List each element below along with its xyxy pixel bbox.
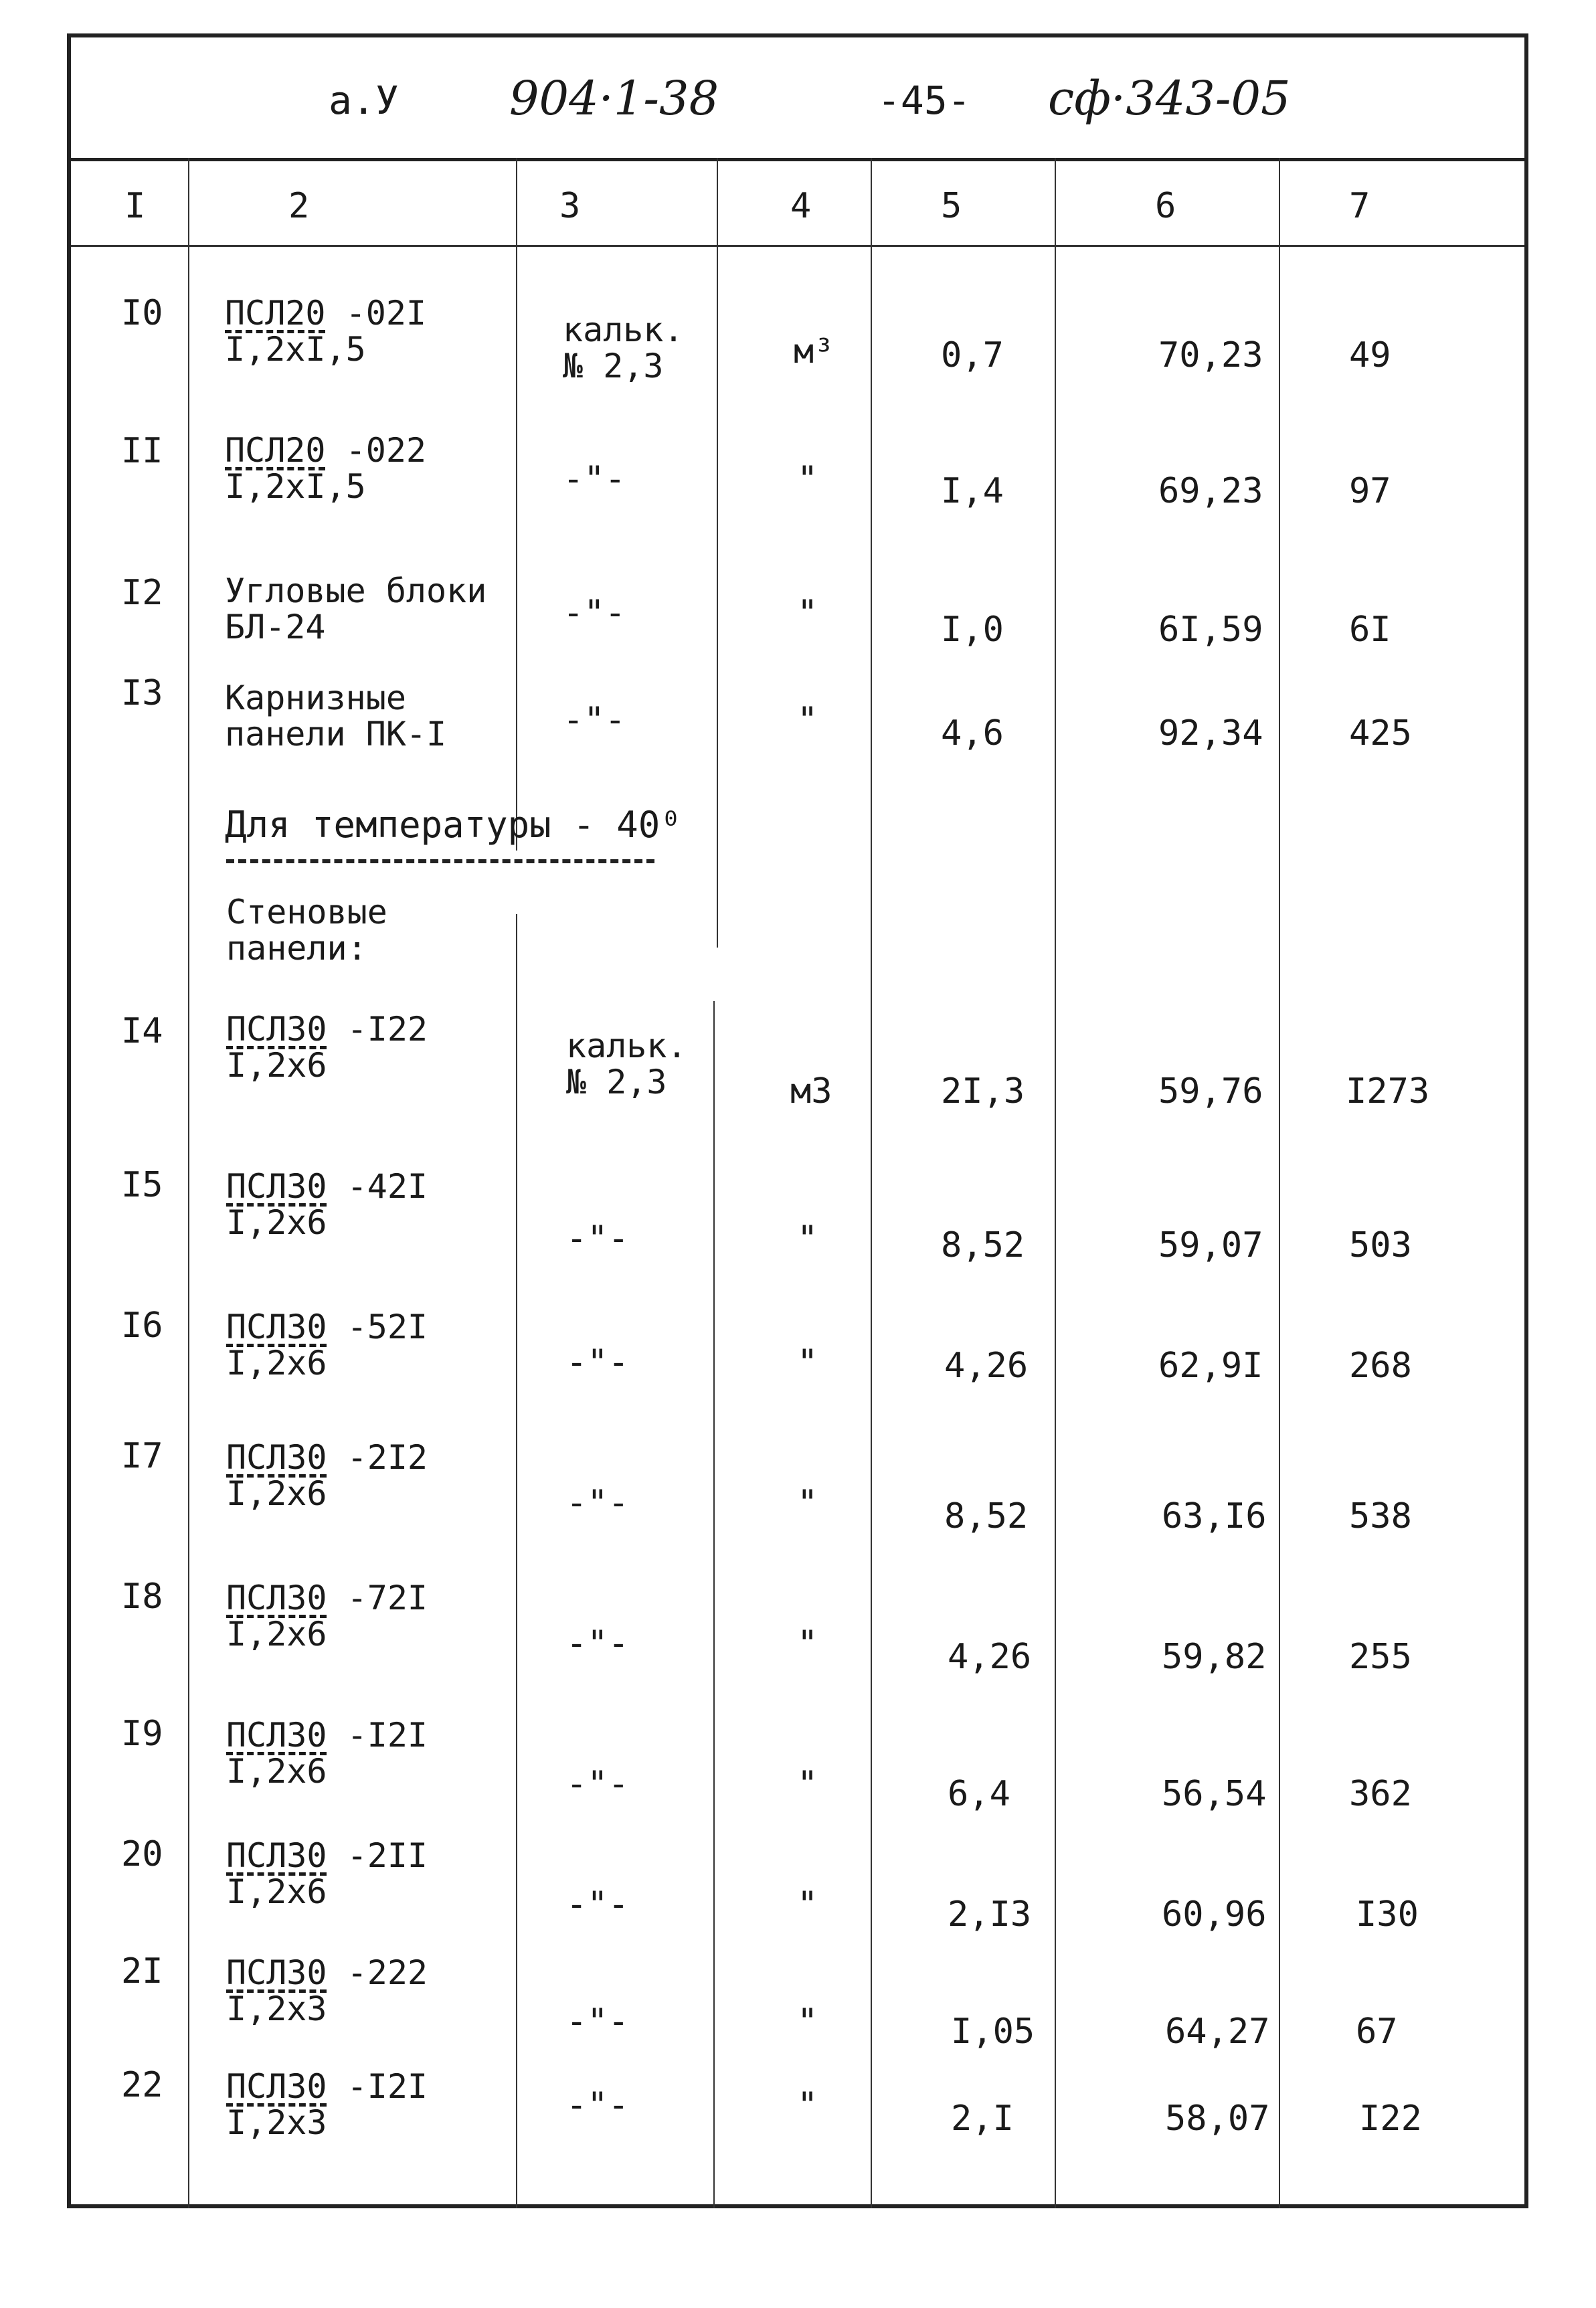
item-mark: ПСЛ30 -2II I,2x6	[226, 1836, 428, 1911]
ditto-mark: -"-	[563, 593, 626, 633]
row-number: II	[121, 431, 163, 471]
total-cost: I30	[1356, 1894, 1419, 1935]
row-number: 20	[121, 1834, 163, 1874]
row-number: I2	[121, 573, 163, 613]
unit: "	[797, 1219, 818, 1259]
total-cost: 268	[1349, 1346, 1412, 1386]
total-cost: 538	[1349, 1496, 1412, 1536]
unit-price: 59,82	[1162, 1637, 1267, 1677]
unit-price: 64,27	[1165, 2012, 1270, 2052]
section-underline	[226, 859, 654, 863]
header-page-number: -45-	[877, 78, 971, 123]
unit: "	[797, 1764, 818, 1804]
total-cost: I22	[1359, 2099, 1422, 2139]
total-cost: 503	[1349, 1225, 1412, 1265]
unit-price: 6I,59	[1158, 610, 1263, 650]
row-number: I0	[121, 293, 163, 333]
quantity: I,4	[941, 471, 1004, 511]
column-divider	[516, 914, 517, 2208]
quantity: 2,I	[951, 2099, 1014, 2139]
quantity: 6,4	[948, 1774, 1010, 1814]
row-number: I4	[121, 1011, 163, 1051]
total-cost: 97	[1349, 471, 1391, 511]
unit-price: 63,I6	[1162, 1496, 1267, 1536]
quantity: 4,26	[944, 1346, 1029, 1386]
quantity: 8,52	[944, 1496, 1029, 1536]
total-cost: 425	[1349, 713, 1412, 753]
total-cost: 67	[1356, 2012, 1398, 2052]
unit: м³	[794, 332, 834, 371]
section-title: Для температуры - 40⁰	[225, 804, 682, 846]
column-divider	[717, 158, 718, 948]
reference-note: кальк. № 2,3	[563, 310, 684, 385]
column-header-7: 7	[1349, 186, 1370, 226]
reference-note: кальк. № 2,3	[566, 1027, 687, 1101]
item-mark: ПСЛ30 -222 I,2x3	[226, 1953, 428, 2028]
total-cost: 362	[1349, 1774, 1412, 1814]
unit-price: 69,23	[1158, 471, 1263, 511]
column-header-3: 3	[559, 186, 581, 226]
unit-price: 92,34	[1158, 713, 1263, 753]
item-mark: ПСЛ20 -02I I,2xI,5	[225, 294, 427, 369]
unit: "	[797, 1483, 818, 1523]
quantity: I,05	[951, 2012, 1035, 2052]
ditto-mark: -"-	[566, 1219, 629, 1259]
quantity: I,0	[941, 610, 1004, 650]
section-subtitle: Стеновые панели:	[226, 893, 387, 968]
total-cost: I273	[1346, 1071, 1430, 1112]
unit: "	[797, 1342, 818, 1383]
unit-price: 58,07	[1165, 2099, 1270, 2139]
item-name: Угловые блоки БЛ-24	[225, 571, 487, 646]
column-divider	[713, 1001, 715, 2208]
quantity: 4,6	[941, 713, 1004, 753]
row-number: I9	[121, 1714, 163, 1754]
column-header-2: 2	[288, 186, 310, 226]
row-number: 22	[121, 2065, 163, 2105]
ditto-mark: -"-	[563, 700, 626, 740]
ditto-mark: -"-	[566, 1764, 629, 1804]
ditto-mark: -"-	[566, 1483, 629, 1523]
item-mark: ПСЛ30 -I2I I,2x3	[226, 2067, 428, 2142]
quantity: 2I,3	[941, 1071, 1025, 1112]
column-header-5: 5	[941, 186, 962, 226]
header-album-code: сф·343-05	[1048, 71, 1291, 126]
column-divider	[516, 158, 517, 851]
unit: "	[797, 2085, 818, 2125]
row-number: I6	[121, 1306, 163, 1346]
header-project-code: 904·1-38	[509, 71, 719, 126]
item-mark: ПСЛ30 -2I2 I,2x6	[226, 1438, 428, 1513]
page-header	[71, 37, 1524, 161]
item-name: Карнизные панели ПК-I	[225, 679, 447, 753]
unit-price: 62,9I	[1158, 1346, 1263, 1386]
row-number: I8	[121, 1577, 163, 1617]
unit: "	[797, 1884, 818, 1925]
quantity: 2,I3	[948, 1894, 1032, 1935]
row-number: I3	[121, 673, 163, 713]
total-cost: 255	[1349, 1637, 1412, 1677]
page-frame	[67, 33, 1528, 2208]
column-divider	[1055, 158, 1056, 2208]
ditto-mark: -"-	[566, 2085, 629, 2125]
header-part-a: а.У	[329, 78, 399, 123]
item-mark: ПСЛ30 -42I I,2x6	[226, 1167, 428, 1242]
column-divider	[871, 158, 872, 2208]
unit-price: 70,23	[1158, 335, 1263, 375]
column-divider	[188, 158, 189, 2208]
column-divider	[1279, 158, 1280, 2208]
unit-price: 56,54	[1162, 1774, 1267, 1814]
item-mark: ПСЛ30 -I2I I,2x6	[226, 1716, 428, 1791]
unit-price: 59,76	[1158, 1071, 1263, 1112]
unit: м3	[790, 1071, 832, 1112]
unit-price: 59,07	[1158, 1225, 1263, 1265]
row-number: 2I	[121, 1951, 163, 1991]
quantity: 0,7	[941, 335, 1004, 375]
row-number: I5	[121, 1165, 163, 1205]
total-cost: 6I	[1349, 610, 1391, 650]
column-header-6: 6	[1155, 186, 1176, 226]
quantity: 8,52	[941, 1225, 1025, 1265]
ditto-mark: -"-	[566, 2002, 629, 2042]
row-number: I7	[121, 1436, 163, 1476]
item-mark: ПСЛ30 -52I I,2x6	[226, 1308, 428, 1383]
quantity: 4,26	[948, 1637, 1032, 1677]
ditto-mark: -"-	[566, 1884, 629, 1925]
column-header-1: I	[124, 186, 146, 226]
item-mark: ПСЛ30 -72I I,2x6	[226, 1579, 428, 1654]
item-mark: ПСЛ20 -022 I,2xI,5	[225, 431, 427, 506]
item-mark: ПСЛ30 -I22 I,2x6	[226, 1010, 428, 1085]
unit: "	[797, 459, 818, 499]
column-header-4: 4	[790, 186, 812, 226]
unit: "	[797, 1623, 818, 1664]
unit-price: 60,96	[1162, 1894, 1267, 1935]
ditto-mark: -"-	[566, 1623, 629, 1664]
unit: "	[797, 2002, 818, 2042]
ditto-mark: -"-	[563, 459, 626, 499]
unit: "	[797, 593, 818, 633]
unit: "	[797, 700, 818, 740]
ditto-mark: -"-	[566, 1342, 629, 1383]
column-header-row	[71, 158, 1524, 247]
total-cost: 49	[1349, 335, 1391, 375]
